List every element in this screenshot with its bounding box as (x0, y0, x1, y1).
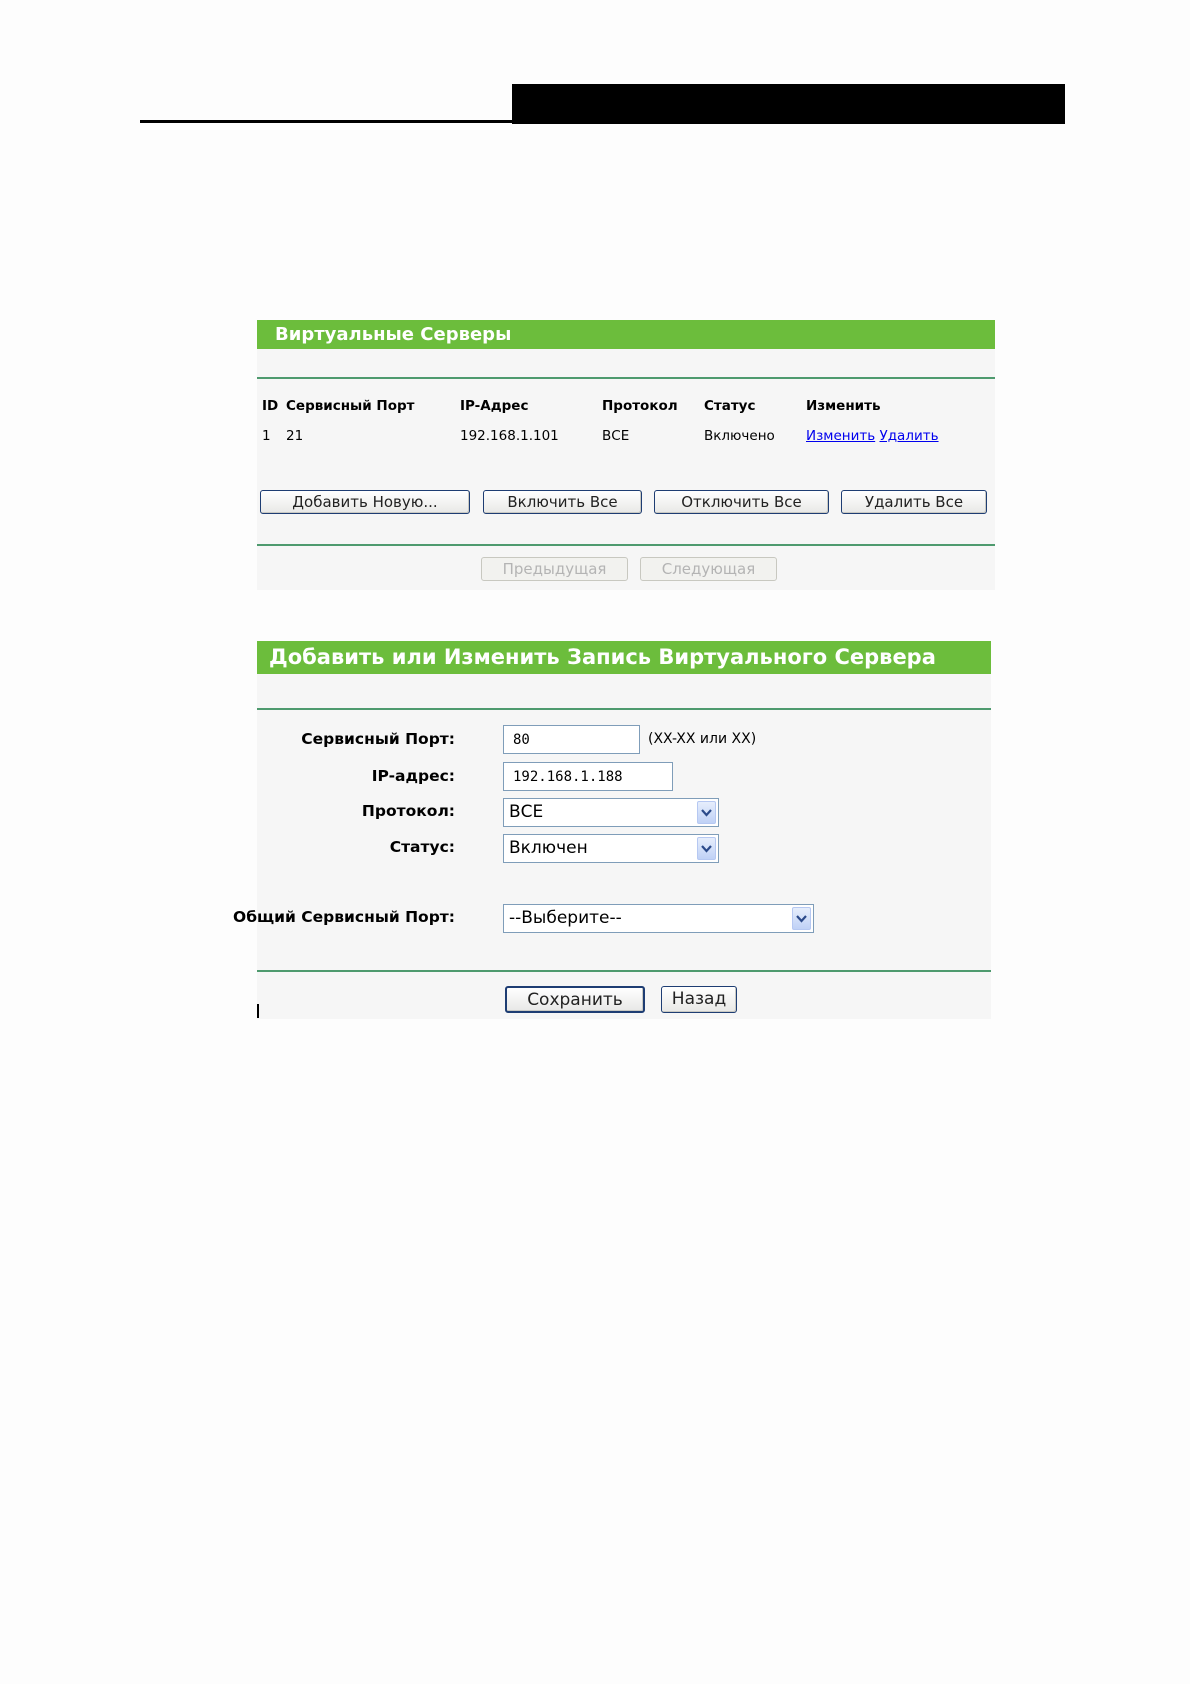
protocol-selected-value: ВСЕ (509, 802, 544, 822)
column-header-id: ID (262, 398, 279, 414)
status-label: Статус: (389, 838, 455, 856)
previous-page-button[interactable]: Предыдущая (481, 557, 628, 581)
common-service-port-selected-value: --Выберите-- (509, 908, 622, 928)
virtual-servers-title: Виртуальные Серверы (257, 320, 995, 349)
row-actions (806, 428, 939, 444)
common-service-port-label: Общий Сервисный Порт: (233, 908, 455, 926)
chevron-down-icon[interactable] (792, 907, 811, 930)
add-new-button[interactable]: Добавить Новую... (260, 490, 470, 514)
page-header-bar (512, 84, 1065, 124)
row-protocol: ВСЕ (602, 428, 630, 444)
back-button[interactable]: Назад (661, 986, 737, 1013)
ip-address-input[interactable]: 192.168.1.188 (503, 762, 673, 791)
row-status: Включено (704, 428, 775, 444)
separator-line (257, 708, 991, 710)
common-service-port-select[interactable] (503, 904, 814, 933)
add-edit-title: Добавить или Изменить Запись Виртуального Сервера (257, 641, 991, 674)
row-service-port: 21 (286, 428, 304, 444)
protocol-label: Протокол: (361, 802, 455, 820)
add-edit-panel (233, 641, 991, 1019)
delete-link[interactable]: Удалить (879, 428, 939, 444)
column-header-edit: Изменить (806, 398, 881, 414)
chevron-down-icon[interactable] (697, 837, 716, 860)
chevron-down-icon[interactable] (697, 801, 716, 824)
row-id: 1 (262, 428, 271, 444)
page-header-rule (140, 120, 1065, 123)
protocol-select[interactable] (503, 798, 719, 827)
separator-line (257, 377, 995, 379)
text-cursor-mark (257, 1004, 259, 1018)
service-port-label: Сервисный Порт: (301, 730, 455, 748)
column-header-status: Статус (704, 398, 756, 414)
delete-all-button[interactable]: Удалить Все (841, 490, 987, 514)
service-port-input[interactable]: 80 (503, 725, 640, 754)
edit-link[interactable]: Изменить (806, 428, 876, 444)
save-button[interactable]: Сохранить (505, 986, 645, 1013)
disable-all-button[interactable]: Отключить Все (654, 490, 829, 514)
separator-line (257, 544, 995, 546)
service-port-hint: (XX-XX или XX) (648, 731, 757, 747)
column-header-service-port: Сервисный Порт (286, 398, 415, 414)
enable-all-button[interactable]: Включить Все (483, 490, 642, 514)
virtual-servers-panel (257, 320, 995, 590)
status-selected-value: Включен (509, 838, 588, 858)
column-header-ip: IP-Адрес (460, 398, 529, 414)
status-select[interactable] (503, 834, 719, 863)
ip-address-label: IP-адрес: (371, 767, 455, 785)
column-header-protocol: Протокол (602, 398, 678, 414)
next-page-button[interactable]: Следующая (640, 557, 777, 581)
separator-line (257, 970, 991, 972)
row-ip-address: 192.168.1.101 (460, 428, 559, 444)
